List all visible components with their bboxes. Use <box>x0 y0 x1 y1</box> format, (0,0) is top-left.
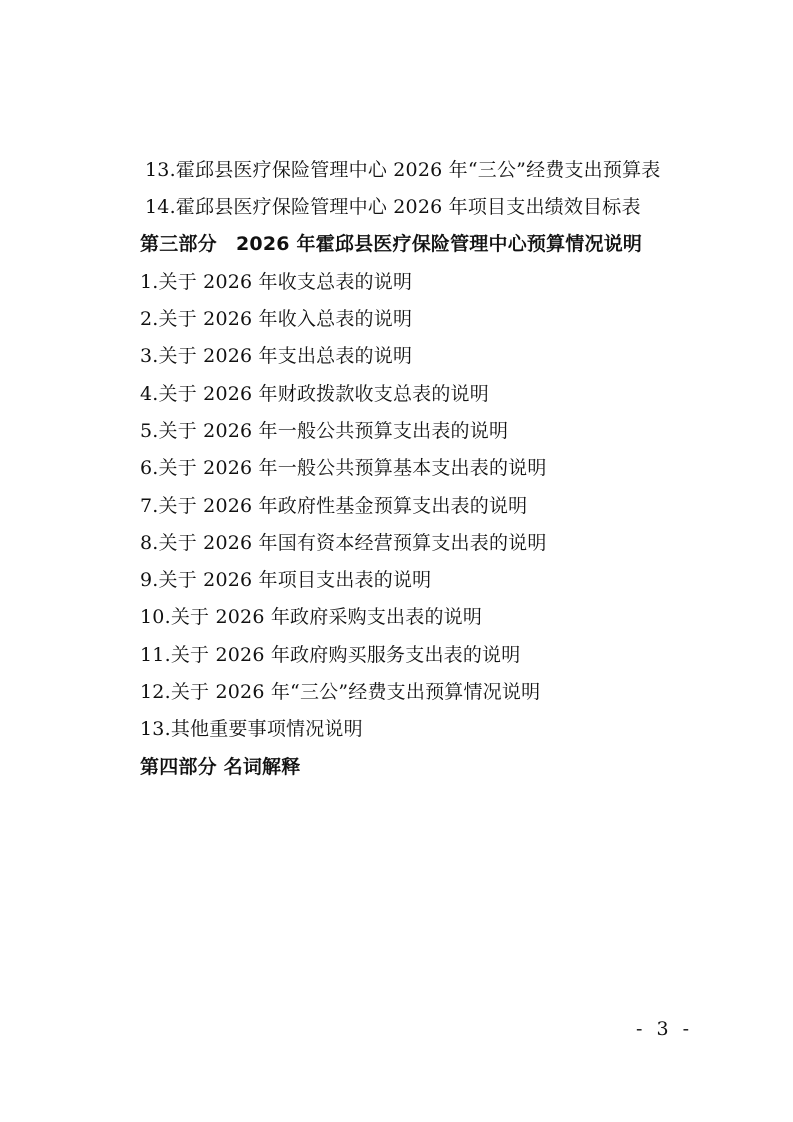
toc-entry: 10.关于 2026 年政府采购支出表的说明 <box>140 606 483 628</box>
toc-entry: 13.其他重要事项情况说明 <box>140 718 363 740</box>
section-heading-part3: 第三部分 2026 年霍邱县医疗保险管理中心预算情况说明 <box>140 233 643 255</box>
section-heading-part4: 第四部分 名词解释 <box>140 756 301 778</box>
toc-entry: 3.关于 2026 年支出总表的说明 <box>140 345 413 367</box>
toc-entry: 2.关于 2026 年收入总表的说明 <box>140 308 413 330</box>
toc-entry: 5.关于 2026 年一般公共预算支出表的说明 <box>140 420 509 442</box>
toc-entry: 4.关于 2026 年财政拨款收支总表的说明 <box>140 383 489 405</box>
toc-entry: 9.关于 2026 年项目支出表的说明 <box>140 569 432 591</box>
toc-entry: 1.关于 2026 年收支总表的说明 <box>140 271 413 293</box>
toc-entry: 7.关于 2026 年政府性基金预算支出表的说明 <box>140 495 528 517</box>
toc-entry: 14.霍邱县医疗保险管理中心 2026 年项目支出绩效目标表 <box>145 196 641 218</box>
page-number: - 3 - <box>635 1018 693 1040</box>
toc-entry: 6.关于 2026 年一般公共预算基本支出表的说明 <box>140 457 547 479</box>
toc-entry: 13.霍邱县医疗保险管理中心 2026 年“三公”经费支出预算表 <box>145 159 661 181</box>
toc-entry: 11.关于 2026 年政府购买服务支出表的说明 <box>140 644 521 666</box>
toc-entry: 8.关于 2026 年国有资本经营预算支出表的说明 <box>140 532 547 554</box>
toc-entry: 12.关于 2026 年“三公”经费支出预算情况说明 <box>140 681 541 703</box>
